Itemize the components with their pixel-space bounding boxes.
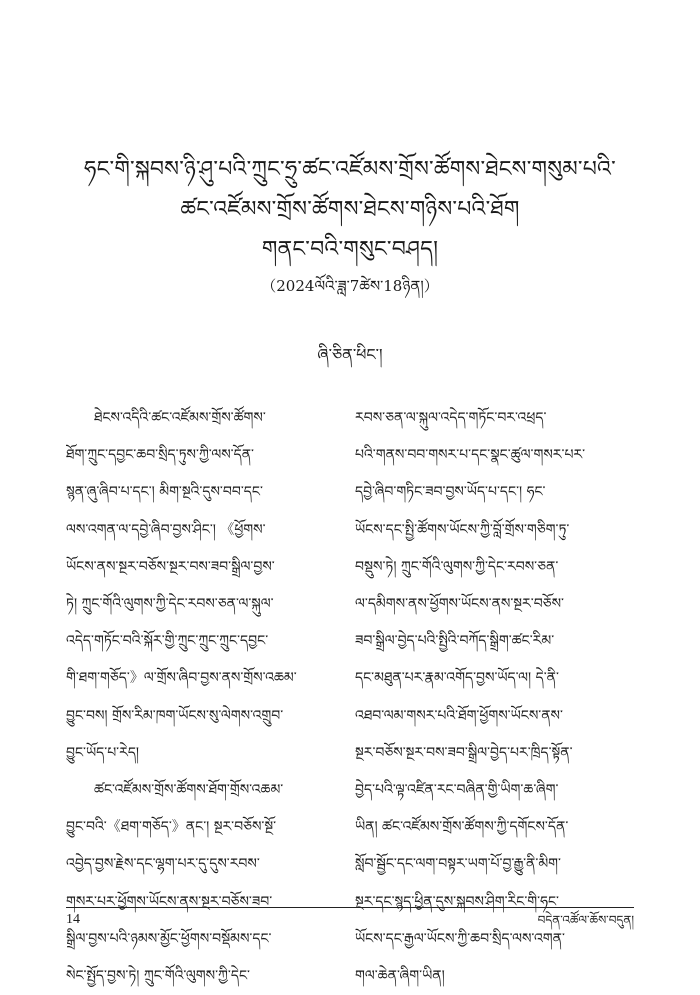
paragraph-line: གསར་པར་ཕྱོགས་ཡོངས་ནས་སྔར་བཅོས་ཟབ་ [66, 893, 273, 910]
paragraph-line: སློབ་སྦྱོང་དང་ལག་བསྟར་ཡག་པོ་བྱ་རྒྱུ་ནི་མིག་ [355, 856, 561, 873]
paragraph-line: ཐེངས་འདིའི་ཚང་འཛོམས་གྲོས་ཚོགས་ [94, 410, 266, 426]
page-number: 14 [66, 912, 80, 927]
paragraph-line: འཐབ་ལམ་གསར་པའི་ཐོག་ཕྱོགས་ཡོངས་ནས་ [355, 707, 563, 724]
paragraph-line: གལ་ཆེན་ཞིག་ཡིན། [355, 968, 445, 985]
paragraph-line: པའི་གནས་བབ་གསར་པ་དང་སྣང་ཚུལ་གསར་པར་ [355, 447, 586, 464]
paragraph-line: བསྡུས་ཏེ། ཀྲུང་གོའི་ལུགས་ཀྱི་དེང་རབས་ཅན་ [355, 558, 559, 575]
paragraph-line: རབས་ཅན་ལ་སྐུལ་འདེད་གཏོང་བར་འཕྲད་ [355, 410, 547, 426]
title-line-1: ཧང་གི་སྐབས་ཉི་ཤུ་པའི་ཀྲུང་ཧྲུ་ཚང་འཛོམས་གྲོས་ཚོགས་ཐེངས་གསུམ་པའི་ [84, 157, 616, 182]
paragraph-line: ཡིན། ཚང་འཛོམས་གྲོས་ཚོགས་ཀྱི་དགོངས་དོན་ [355, 819, 569, 836]
paragraph-line: བྱུང་བས། གྲོས་རིམ་ཁག་ཡོངས་སུ་ལེགས་འགྲུབ་ [66, 707, 284, 724]
paragraph-line: ཡོངས་དང་སྤྱི་ཚོགས་ཡོངས་ཀྱི་བློ་གྲོས་གཅིག་ཏུ་ [355, 521, 570, 538]
paragraph-line: དབྱེ་ཞིབ་གཏིང་ཟབ་བྱས་ཡོད་པ་དང་། ཧང་ [355, 484, 546, 501]
journal-name: བདེན་འཚོལ་ཆོས་བདུན། [537, 913, 634, 927]
paragraph-line: ཡོངས་དང་རྒྱལ་ཡོངས་ཀྱི་ཆབ་སྲིད་ལས་འགན་ [355, 930, 565, 947]
title-line-2: ཚང་འཛོམས་གྲོས་ཚོགས་ཐེངས་གཉིས་པའི་ཐོག [180, 197, 520, 222]
paragraph-line: སྔར་བཅོས་སྔར་བས་ཟབ་སྒྲིལ་བྱེད་པར་ཁྲིད་སྟོན་ [355, 744, 573, 761]
paragraph-line: སྒྲིལ་བྱས་པའི་ཉམས་མྱོང་ཕྱོགས་བསྡོམས་དང་ [66, 930, 272, 947]
paragraph-line: འབྱེད་བྱས་རྗེས་དང་ལྷག་པར་དུ་དུས་རབས་ [66, 856, 260, 873]
paragraph-line: ཟབ་སྒྲིལ་བྱེད་པའི་སྤྱིའི་བཀོད་སྒྲིག་ཚང་རིམ་ [355, 633, 555, 650]
paragraph-line: དང་མཐུན་པར་རྣམ་འགོད་བྱས་ཡོད་ལ། དེ་ནི་ [355, 670, 559, 687]
paragraph-line: སྔར་དང་སྙད་ཕྱིན་དུས་སྐབས་ཤིག་རིང་གི་ཧང་ [355, 893, 559, 910]
paragraph-line: ལས་འགན་ལ་དབྱེ་ཞིབ་བྱས་ཤིང་། 《ཕྱོགས་ [66, 521, 266, 538]
title-line-3: གནང་བའི་གསུང་བཤད། [261, 237, 439, 262]
date-line: （2024ལོའི་ཟླ་7ཚེས་18ཉིན།） [261, 277, 439, 295]
paragraph-line: སྙན་ཞུ་ཞིབ་པ་དང་། མིག་སྔའི་དུས་བབ་དང་ [66, 484, 263, 501]
paragraph-line: བྱེད་པའི་ལྟ་འཛིན་རང་བཞིན་གྱི་ཡིག་ཆ་ཞིག་ [355, 782, 559, 799]
paragraph-line: གི་ཐག་གཅོད་》ལ་གྲོས་ཞིབ་བྱས་ནས་གྲོས་འཆམ་ [66, 670, 297, 687]
left-column [66, 400, 348, 995]
paragraph-line: ཚང་འཛོམས་གྲོས་ཚོགས་ཐོག་གྲོས་འཆམ་ [94, 782, 284, 799]
paragraph-line: ཡོངས་ནས་སྔར་བཅོས་སྔར་བས་ཟབ་སྒྲིལ་བྱས་ [66, 558, 275, 575]
footer-divider [66, 907, 634, 908]
paragraph-line: ཐོག་ཀྲུང་དབྱང་ཆབ་སྲིད་ཏུས་ཀྱི་ལས་དོན་ [66, 447, 254, 464]
author-name: ཞི་ཅིན་ཕིང་། [317, 345, 383, 364]
paragraph-line: ལ་དམིགས་ནས་ཕྱོགས་ཡོངས་ནས་སྔར་བཅོས་ [355, 596, 564, 613]
paragraph-line: སེང་སྤྱོད་བྱས་ཏེ། ཀྲུང་གོའི་ལུགས་ཀྱི་དེང་ [66, 968, 250, 985]
right-column [355, 400, 637, 995]
paragraph-line: བྱུང་ཡོད་པ་རེད། [66, 744, 140, 761]
paragraph-line: བྱུང་བའི་《ཐག་གཅོད་》ནང་། སྔར་བཅོས་སྔོ་ [66, 819, 277, 836]
title-block [60, 150, 640, 300]
paragraph-line: འདེད་གཏོང་བའི་སྐོར་གྱི་ཀྲུང་ཀྲུང་ཀྲུང་དབྱང་ [66, 633, 269, 650]
paragraph-line: ཏེ། ཀྲུང་གོའི་ལུགས་ཀྱི་དེང་རབས་ཅན་ལ་སྐུལ་ [66, 596, 274, 613]
